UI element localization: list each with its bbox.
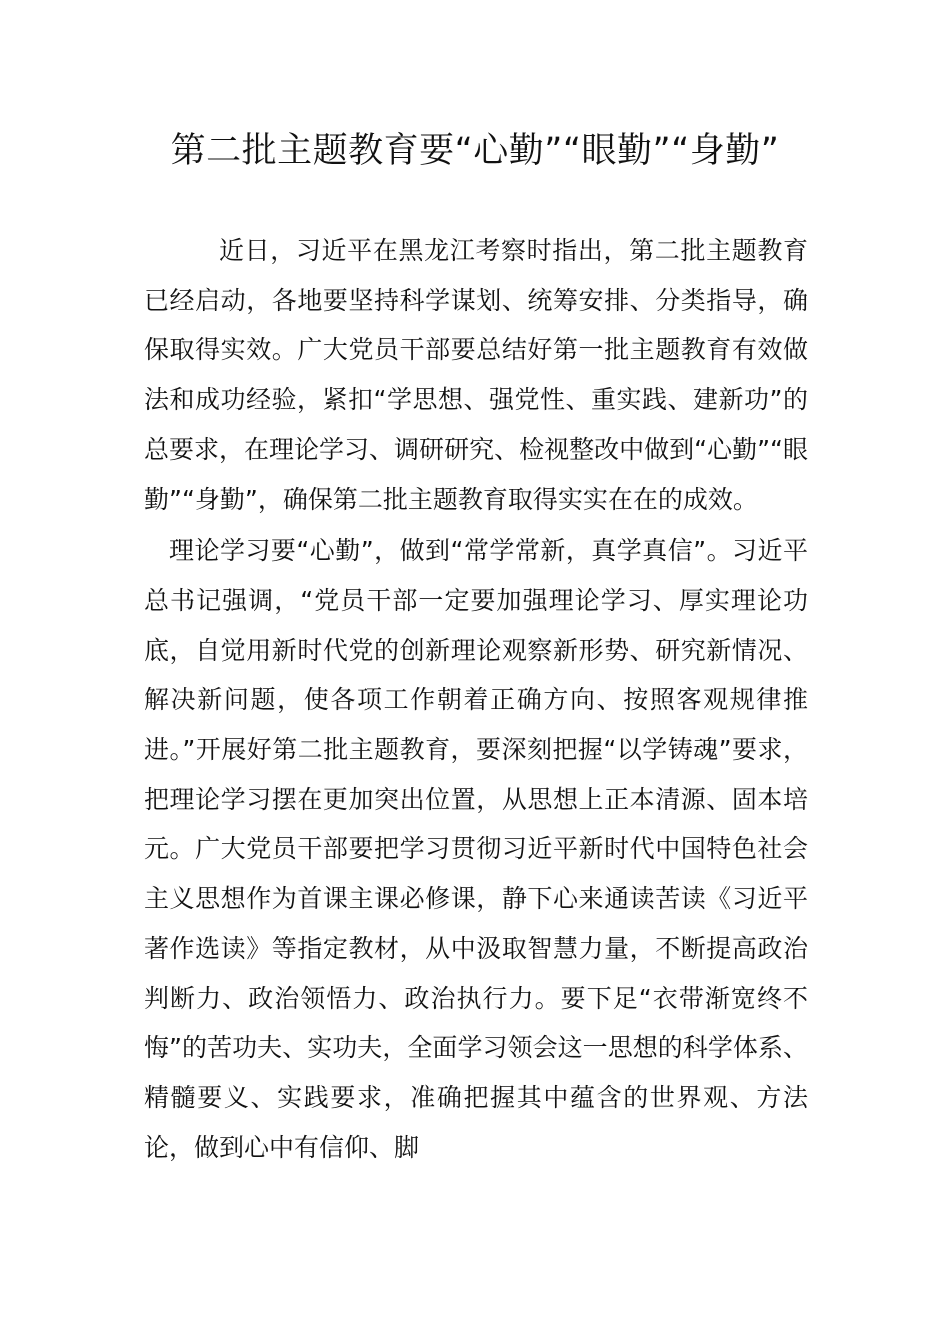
- paragraph-intro: 近日，习近平在黑龙江考察时指出，第二批主题教育已经启动，各地要坚持科学谋划、统筹安排、分类指导，确保取得实效。广大党员干部要总结好第一批主题教育有效做法和成功经验，紧扣“学思想、强党性、重实践、建新功”的总要求，在理论学习、调研研究、检视整改中做到“心勤”“眼勤”“身勤”，确保第二批主题教育取得实实在在的成效。: [144, 236, 808, 514]
- document-body: [144, 226, 808, 1172]
- document-title: 第二批主题教育要“心勤”“眼勤”“身勤”: [170, 131, 780, 171]
- paragraph-theory-study: 理论学习要“心勤”，做到“常学常新，真学真信”。习近平总书记强调，“党员干部一定要加强理论学习、厚实理论功底，自觉用新时代党的创新理论观察新形势、研究新情况、解决新问题，使各项工作朝着正确方向、按照客观规律推进。”开展好第二批主题教育，要深刻把握“以学铸魂”要求，把理论学习摆在更加突出位置，从思想上正本清源、固本培元。广大党员干部要把学习贯彻习近平新时代中国特色社会主义思想作为首课主课必修课，静下心来通读苦读《习近平著作选读》等指定教材，从中汲取智慧力量，不断提高政治判断力、政治领悟力、政治执行力。要下足“衣带渐宽终不悔”的苦功夫、实功夫，全面学习领会这一思想的科学体系、精髓要义、实践要求，准确把握其中蕴含的世界观、方法论，做到心中有信仰、脚: [144, 536, 808, 1162]
